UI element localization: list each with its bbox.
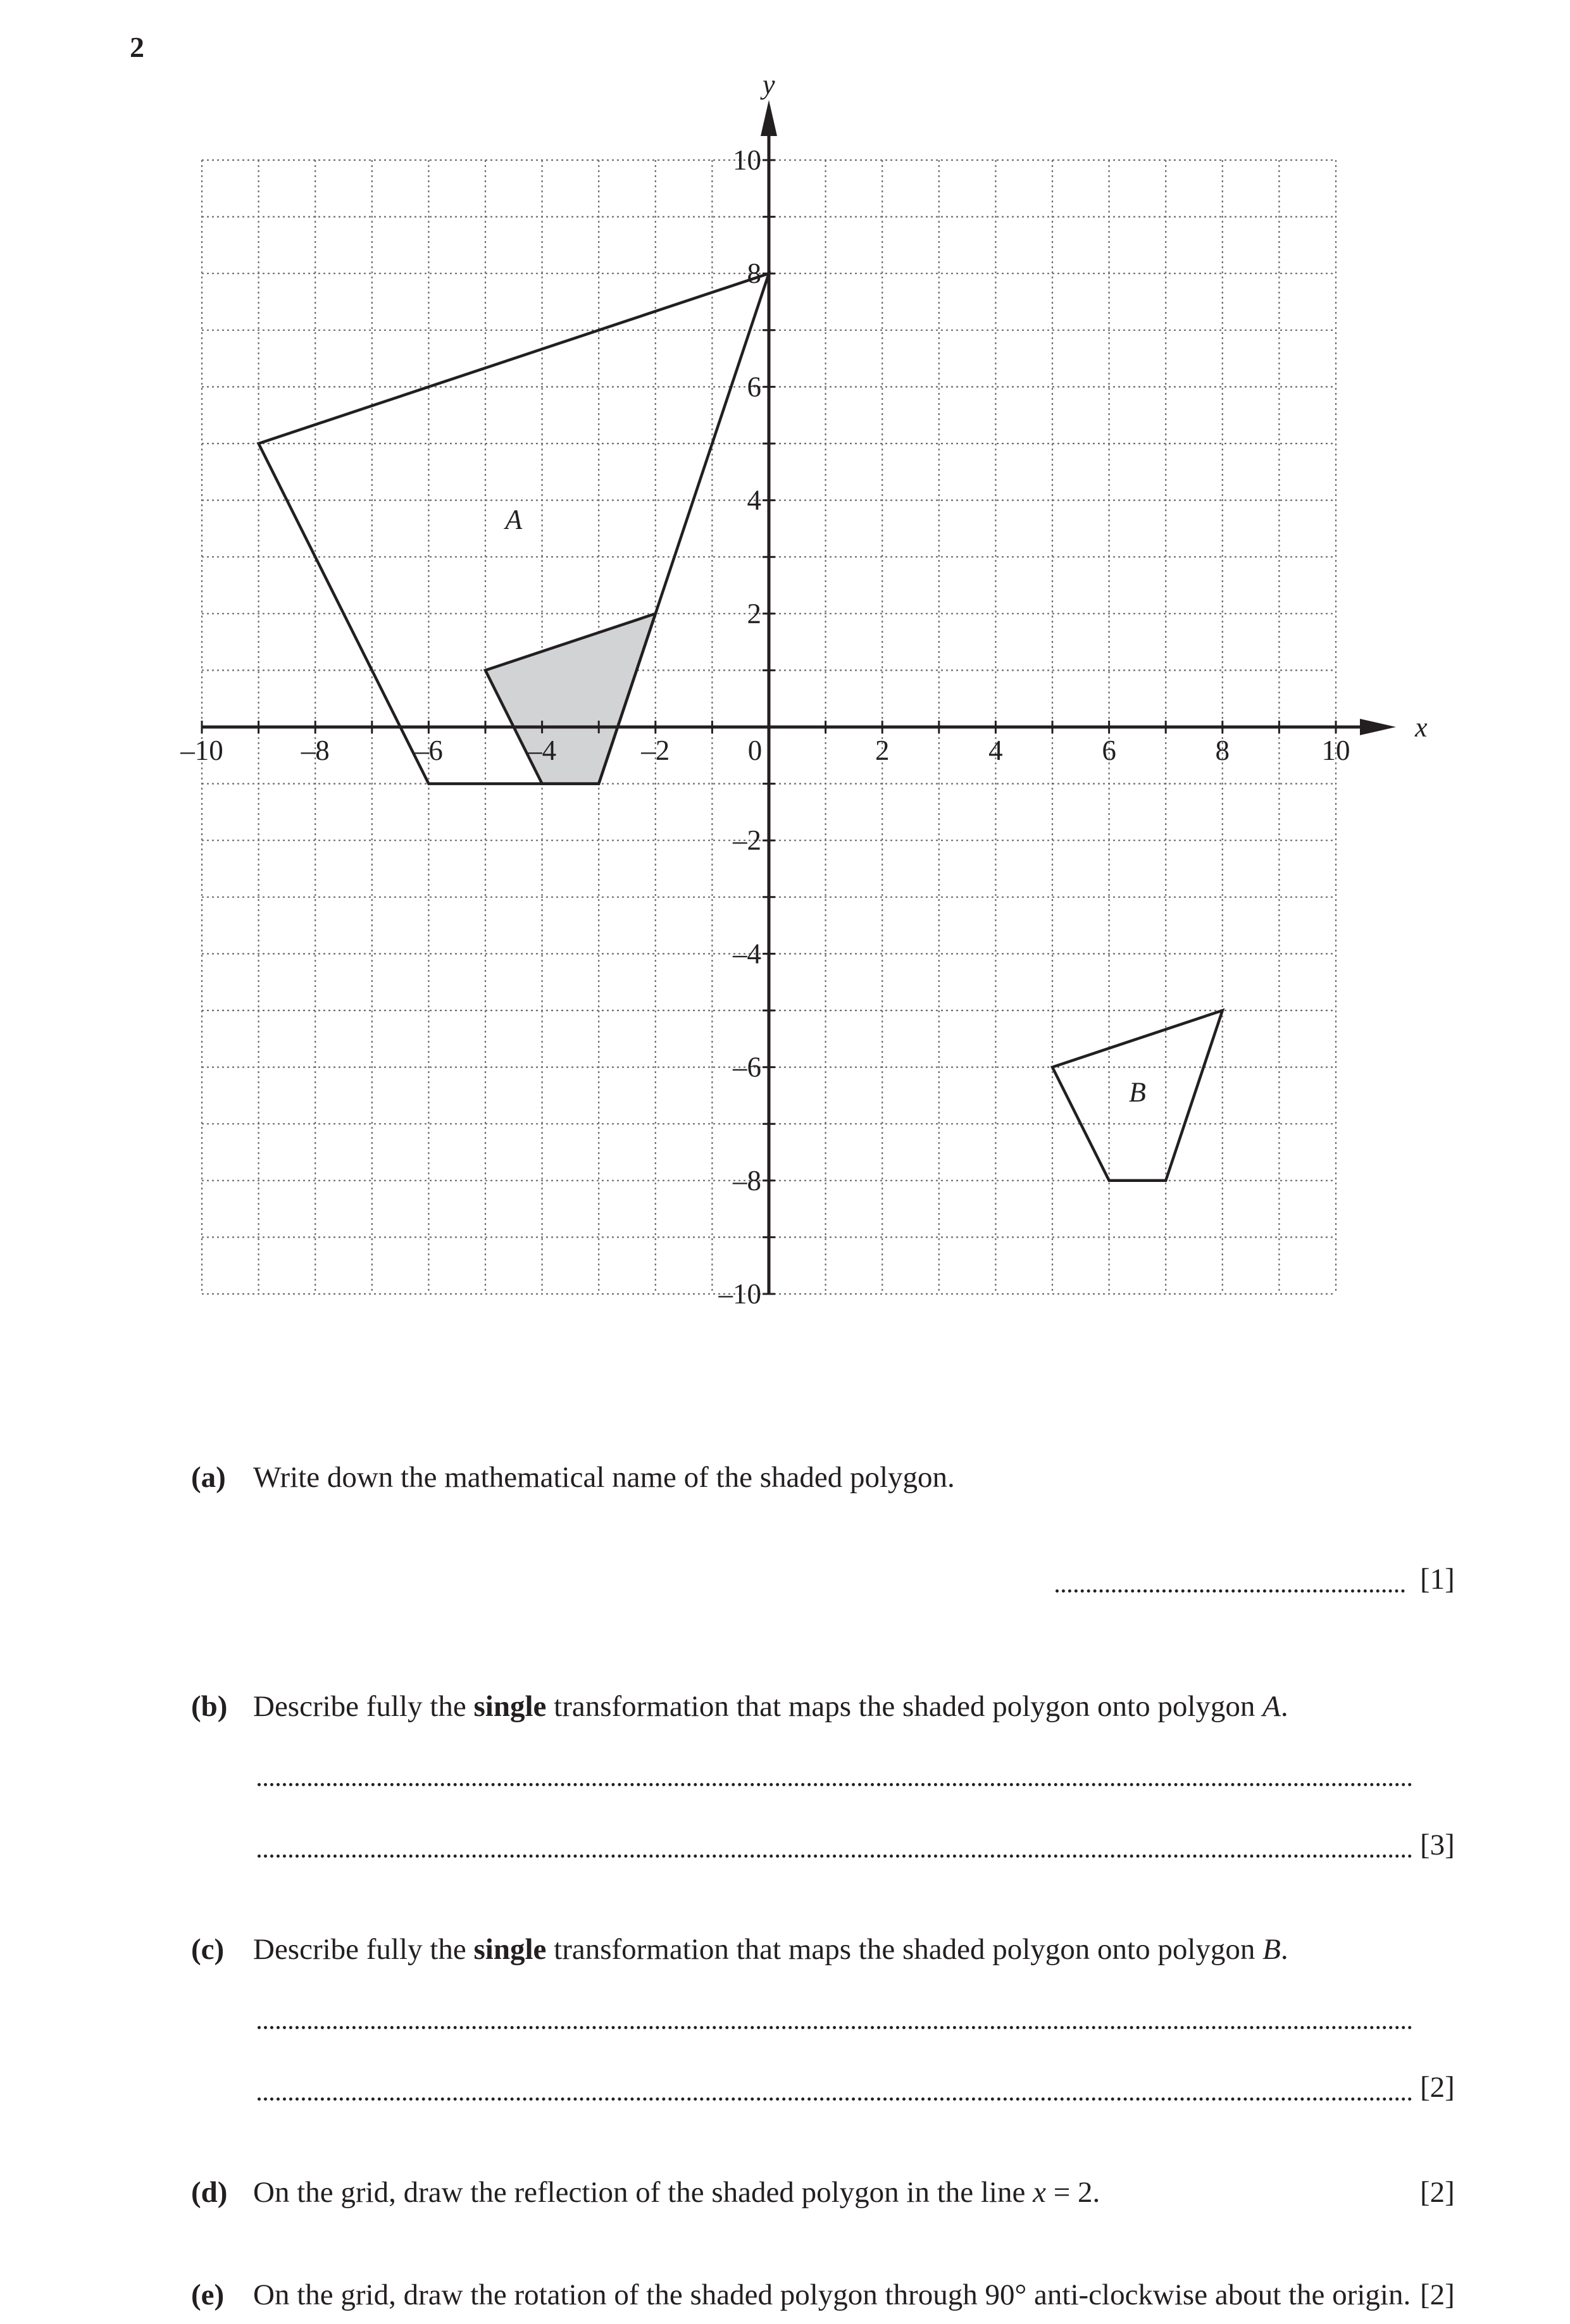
x-tick-label: 10 <box>1321 735 1350 766</box>
y-tick-label: –6 <box>733 1051 761 1083</box>
question-c-letter: (c) <box>191 1933 225 1966</box>
polygon-label-A: A <box>505 504 523 535</box>
marks-b: [3] <box>1420 1829 1455 1861</box>
x-tick-label: 0 <box>747 735 763 766</box>
y-tick-label: 6 <box>747 371 761 403</box>
y-tick-label: –4 <box>733 938 761 970</box>
polygon-labels <box>503 504 1145 1107</box>
y-tick-label: 4 <box>747 484 761 516</box>
y-axis-label: y <box>763 69 775 100</box>
x-tick-label: 8 <box>1215 735 1230 766</box>
answer-line-b1[interactable] <box>258 1783 1412 1786</box>
x-tick-label: –2 <box>641 735 670 766</box>
marks-d: [2] <box>1420 2176 1455 2209</box>
y-tick-label: 8 <box>747 258 761 290</box>
y-tick-label: 10 <box>733 144 761 176</box>
question-c-text: Describe fully the single transformation that maps the shaded polygon onto polygon B. <box>253 1933 1288 1966</box>
x-tick-label: 6 <box>1102 735 1116 766</box>
question-b-letter: (b) <box>191 1690 228 1723</box>
answer-line-c2[interactable] <box>258 2097 1412 2101</box>
x-axis-label: x <box>1415 712 1428 743</box>
x-tick-label: 2 <box>875 735 890 766</box>
x-tick-label: 4 <box>988 735 1003 766</box>
question-e-letter: (e) <box>191 2278 225 2311</box>
y-tick-label: –2 <box>733 824 761 857</box>
axes <box>202 69 1428 1294</box>
answer-line-c1[interactable] <box>258 2026 1412 2029</box>
y-tick-label: –8 <box>733 1164 761 1196</box>
marks-c: [2] <box>1420 2071 1455 2104</box>
answer-line-a[interactable] <box>1056 1589 1405 1593</box>
x-tick-label: –4 <box>528 735 557 766</box>
y-axis-arrow <box>761 100 777 136</box>
marks-e: [2] <box>1420 2278 1455 2311</box>
answer-line-b2[interactable] <box>258 1855 1412 1858</box>
y-tick-label: 2 <box>747 597 761 630</box>
question-a-letter: (a) <box>191 1461 226 1494</box>
y-tick-label: –10 <box>718 1278 761 1310</box>
marks-a: [1] <box>1420 1563 1455 1596</box>
question-b-text: Describe fully the single transformation that maps the shaded polygon onto polygon A. <box>253 1690 1288 1723</box>
question-e-text: On the grid, draw the rotation of the shaded polygon through 90° anti-clockwise about the origin. <box>253 2278 1411 2311</box>
page-number: 2 <box>130 31 144 63</box>
question-d-text: On the grid, draw the reflection of the shaded polygon in the line x = 2. <box>253 2176 1100 2209</box>
question-a-text: Write down the mathematical name of the shaded polygon. <box>253 1461 955 1494</box>
x-tick-label: –10 <box>180 735 223 766</box>
question-d-letter: (d) <box>191 2176 228 2209</box>
x-tick-label: –6 <box>414 735 443 766</box>
x-axis-arrow <box>1360 719 1396 735</box>
polygon-label-B: B <box>1128 1076 1146 1108</box>
polygon-shaded <box>485 614 656 784</box>
x-tick-label: –8 <box>301 735 330 766</box>
